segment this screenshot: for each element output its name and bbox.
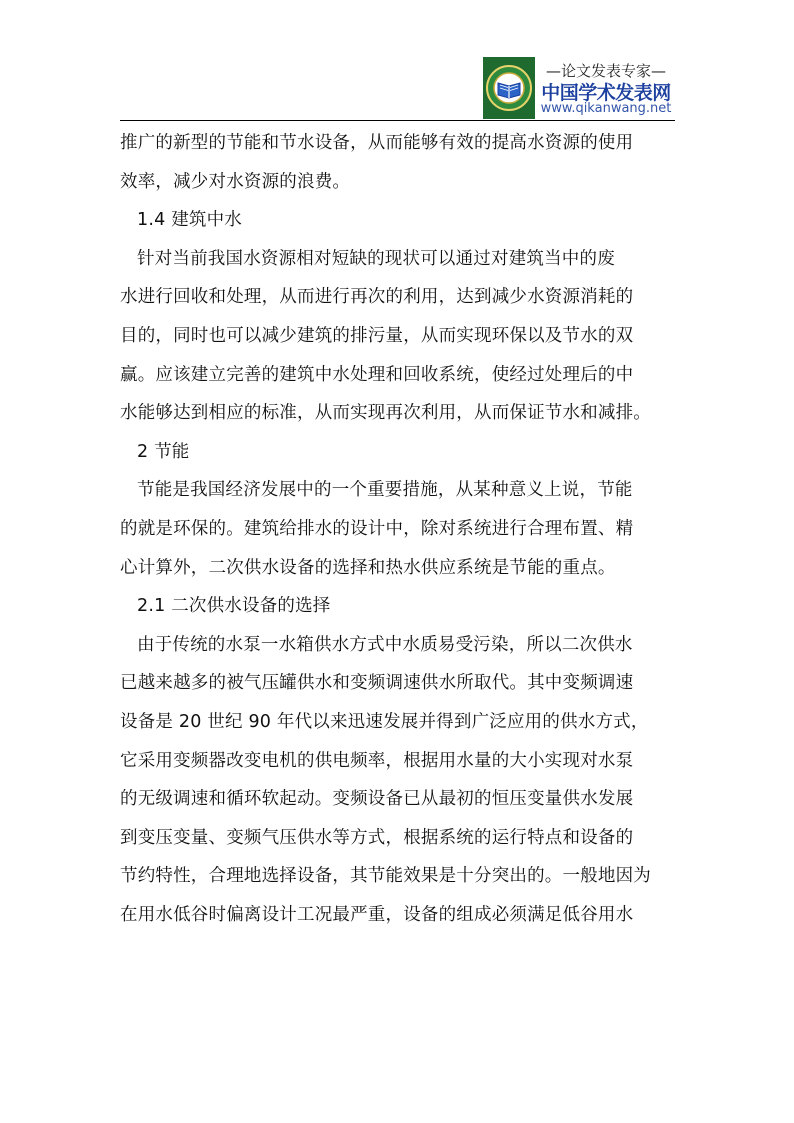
section-heading-1-4: 1.4 建筑中水 — [137, 210, 242, 231]
logo-site-name: 中国学术发表网 — [541, 82, 671, 104]
paragraph-line: 赢。应该建立完善的建筑中水处理和回收系统，使经过处理后的中 — [120, 364, 634, 385]
paragraph-line: 设备是 20 世纪 90 年代以来迅速发展并得到广泛应用的供水方式， — [120, 711, 649, 732]
paragraph-line: 在用水低谷时偏离设计工况最严重，设备的组成必须满足低谷用水 — [120, 904, 634, 925]
paragraph-line: 目的，同时也可以减少建筑的排污量，从而实现环保以及节水的双 — [120, 325, 634, 346]
paragraph-line: 它采用变频器改变电机的供电频率，根据用水量的大小实现对水泵 — [120, 750, 634, 771]
section-heading-2: 2 节能 — [137, 441, 190, 462]
paragraph-line: 节能是我国经济发展中的一个重要措施，从某种意义上说，节能 — [137, 480, 633, 501]
paragraph-line: 效率，减少对水资源的浪费。 — [120, 171, 351, 192]
paragraph-line: 心计算外，二次供水设备的选择和热水供应系统是节能的重点。 — [120, 557, 616, 578]
paragraph-line: 的就是环保的。建筑给排水的设计中，除对系统进行合理布置、精 — [120, 518, 634, 539]
logo-slogan: —论文发表专家— — [545, 62, 666, 80]
paragraph-line: 针对当前我国水资源相对短缺的现状可以通过对建筑当中的废 — [137, 248, 615, 269]
paragraph-line: 水进行回收和处理，从而进行再次的利用，达到减少水资源消耗的 — [120, 287, 634, 308]
site-logo[interactable] — [483, 57, 675, 119]
paragraph-line: 的无级调速和循环软起动。变频设备已从最初的恒压变量供水发展 — [120, 789, 634, 810]
paragraph-line: 节约特性，合理地选择设备，其节能效果是十分突出的。一般地因为 — [120, 866, 651, 887]
paragraph-line: 到变压变量、变频气压供水等方式，根据系统的运行特点和设备的 — [120, 827, 634, 848]
document-body — [120, 124, 680, 934]
book-emblem-icon — [483, 57, 535, 119]
logo-site-url[interactable]: www.qikanwang.net — [540, 101, 672, 116]
paragraph-line: 推广的新型的节能和节水设备，从而能够有效的提高水资源的使用 — [120, 133, 634, 153]
paragraph-line: 由于传统的水泵一水箱供水方式中水质易受污染，所以二次供水 — [137, 634, 633, 655]
paragraph-line: 已越来越多的被气压罐供水和变频调速供水所取代。其中变频调速 — [120, 673, 634, 694]
header-divider — [120, 120, 675, 121]
paragraph-line: 水能够达到相应的标准，从而实现再次利用，从而保证节水和减排。 — [120, 403, 651, 424]
section-heading-2-1: 2.1 二次供水设备的选择 — [137, 596, 331, 617]
logo-text-block — [537, 57, 675, 119]
